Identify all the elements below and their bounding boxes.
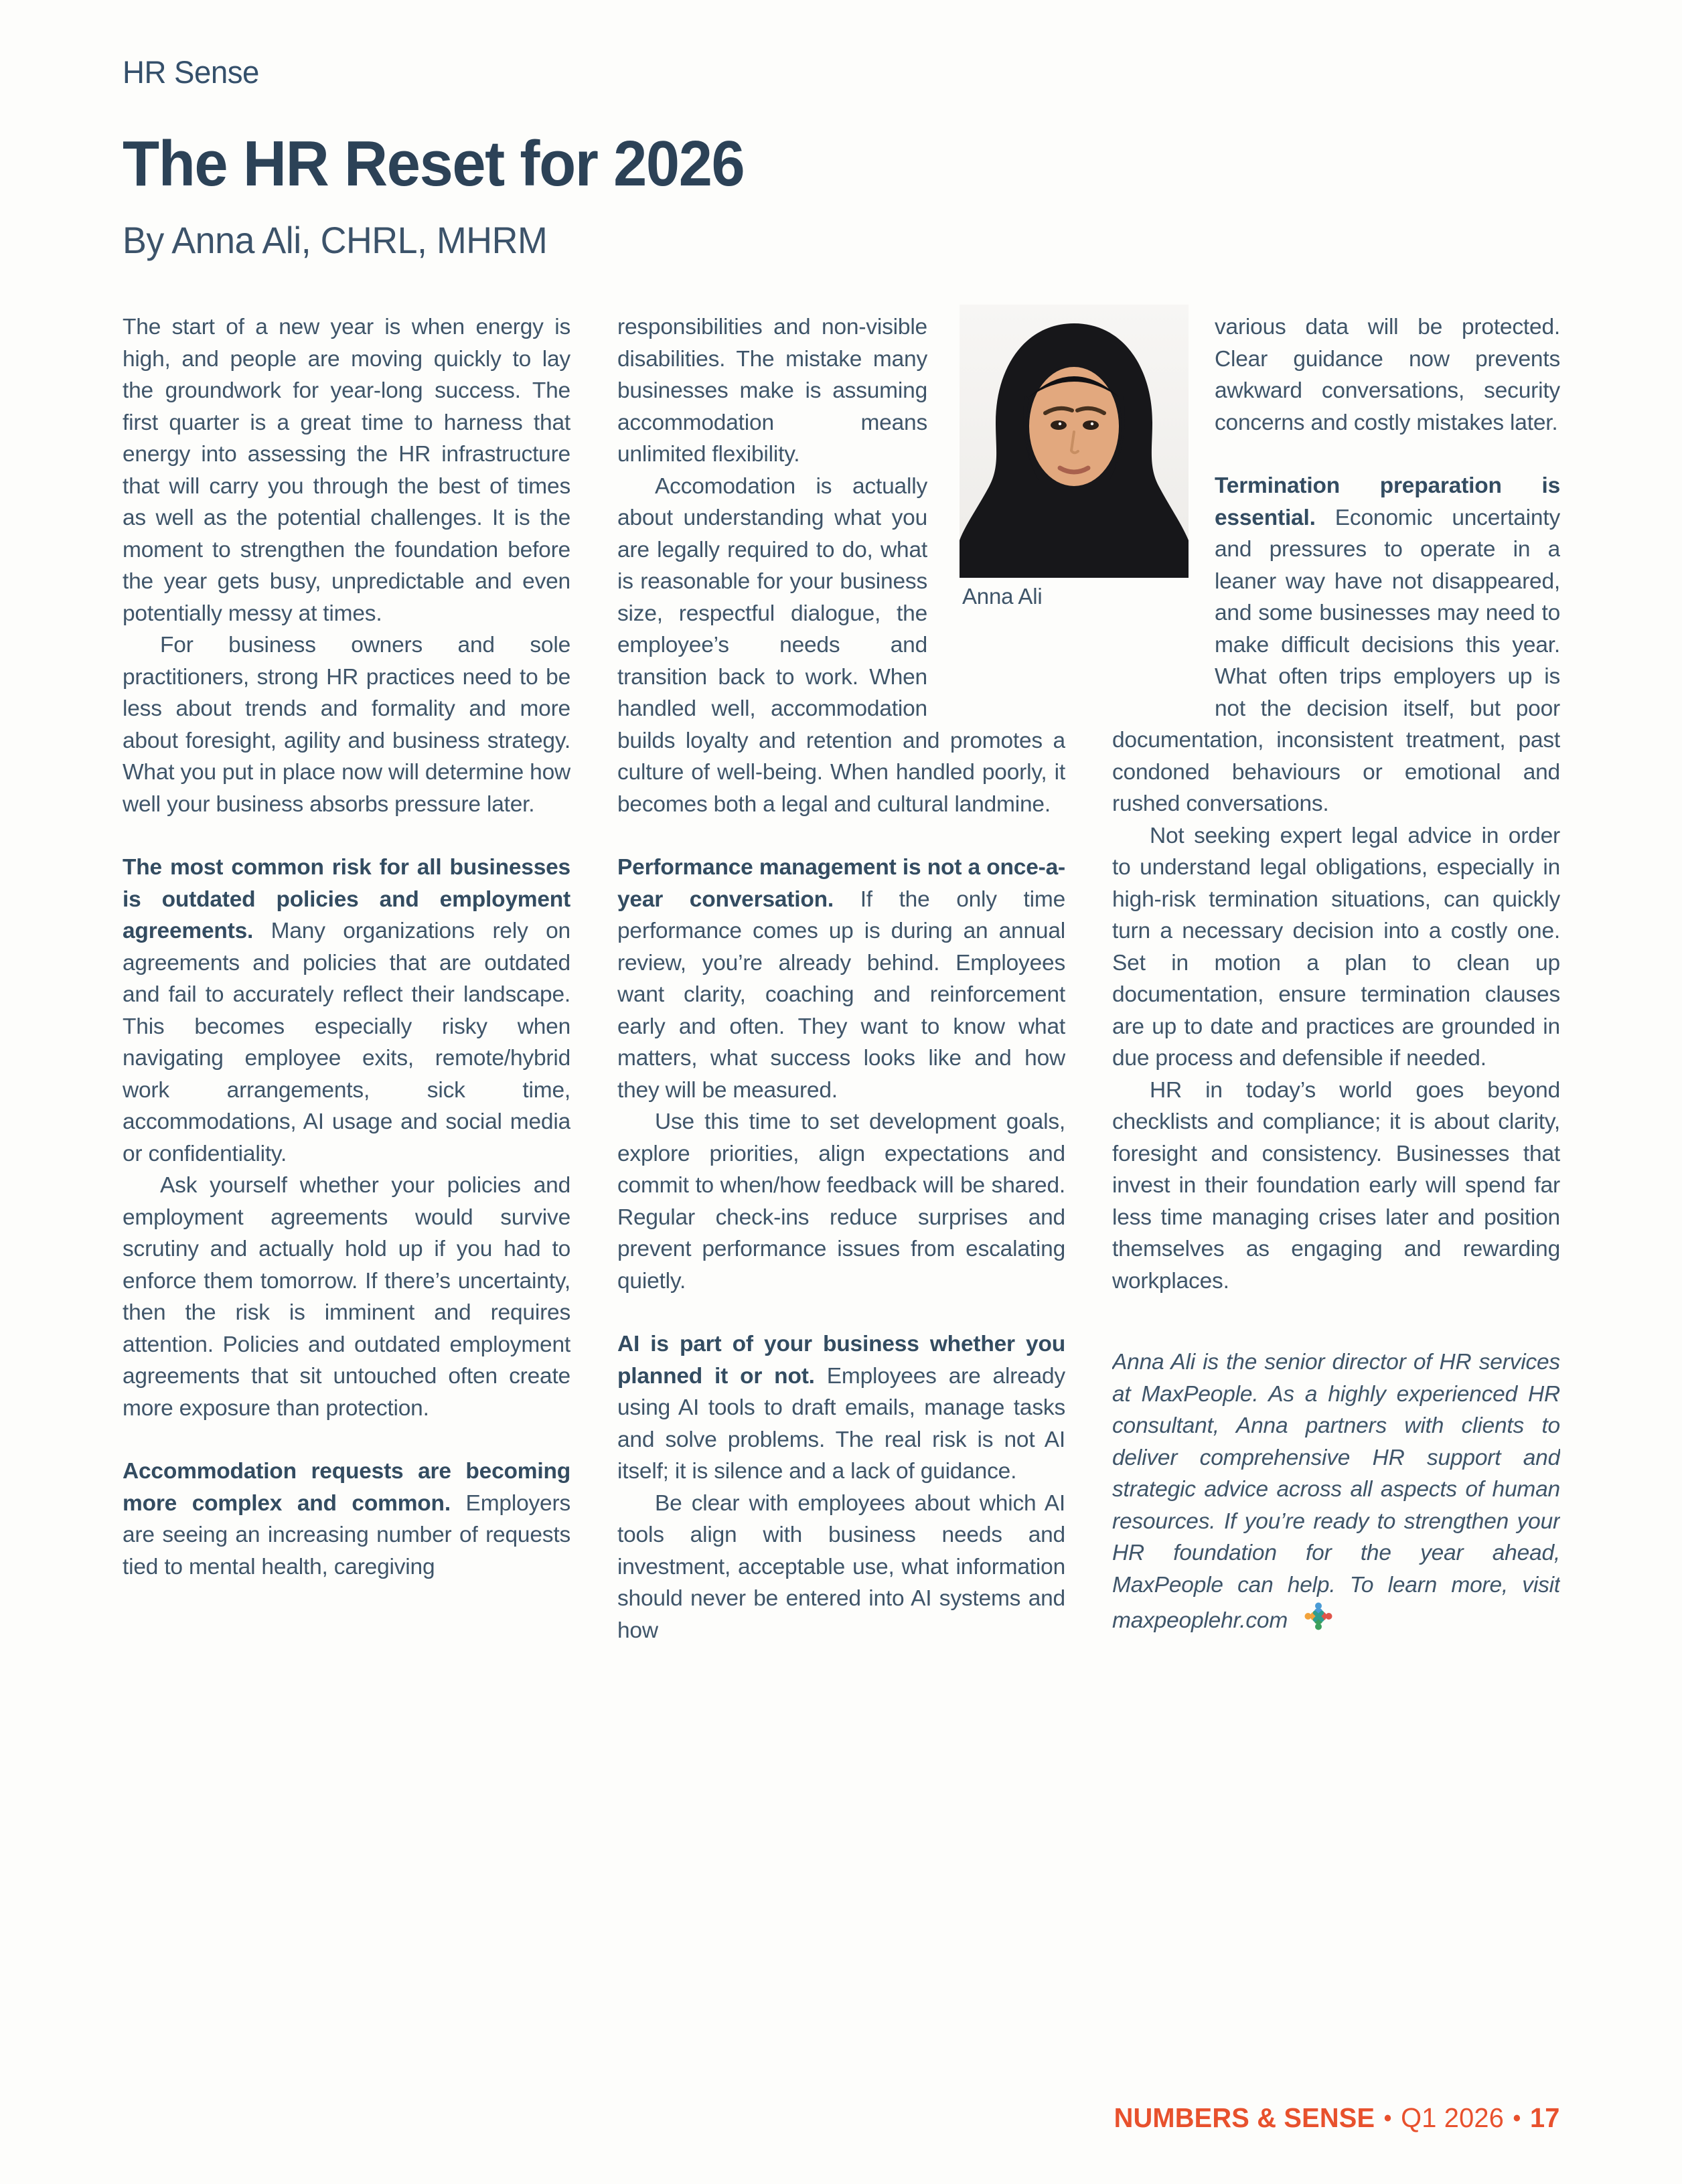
face [1029, 367, 1119, 486]
right-eye [1083, 420, 1099, 430]
body-paragraph: Performance management is not a once-a-year conversation. If the only time performance comes up is during an annual review, you’re already behind. Employees want clarity, coaching and reinforcement early and often. They want to know what matters, what success looks like and how they will be measured. [617, 855, 1065, 1103]
body-paragraph: Accomodation is actually about understanding what you are legally required to do, what is reasonable for your business size, respectful dialogue, the employee’s needs and transition back to work. When handled well, accommodation builds loyalty and retention and promotes a culture of well-being. When handled poorly, it becomes both a legal and cultural landmine. [617, 473, 1065, 817]
body-paragraph: AI is part of your business whether you planned it or not. Employees are already using AI tools to draft emails, manage tasks and solve problems. The real risk is not AI itself; it is silence and a lack of guidance. [617, 1332, 1065, 1484]
body-paragraph: Not seeking expert legal advice in order to understand legal obligations, especially in high-risk termination situations, can quickly turn a necessary decision into a costly one. Set in motion a plan to clean up documentation, ensure termination clauses are up to date and practices are grounded in due process and defensible if needed. [1112, 823, 1560, 1071]
article-byline: By Anna Ali, CHRL, MHRM [123, 219, 548, 261]
body-paragraph: The most common risk for all businesses is outdated policies and employment agreements. Many organizations rely on agreements and policies that are outdated and fail to accurately reflect their landscape. This becomes especially risky when navigating employee exits, remote/hybrid work arrangements, sick time, accommodations, AI usage and social media or confidentiality. [123, 855, 570, 1166]
paragraph-lead-bold: Termination preparation is essential. [1215, 473, 1560, 530]
maxpeople-website-link[interactable]: maxpeoplehr.com [1112, 1608, 1288, 1633]
article-column-3 [1112, 311, 1560, 2096]
page-footer [1114, 2102, 1560, 2134]
footer-page-number: 17 [1530, 2102, 1560, 2133]
footer-issue: Q1 2026 [1401, 2102, 1505, 2133]
paragraph-lead-bold: Accommodation requests are becoming more complex and common. [123, 1459, 570, 1516]
body-paragraph: Ask yourself whether your policies and employment agreements would survive scrutiny and actually hold up if you had to enforce them tomorrow. If there’s uncertainty, then the risk is imminent and requires attention. Policies and outdated employment agreements that sit untouched often create more exposure than protection. [123, 1173, 570, 1421]
left-eye [1051, 420, 1067, 430]
body-paragraph: The start of a new year is when energy is high, and people are moving quickly to lay the groundwork for year-long success. The first quarter is a great time to harness that energy into assessing the HR infrastructure that will carry you through the best of times as well as the potential challenges. It is the moment to strengthen the foundation before the year gets busy, unpredictable and even potentially messy at times. [123, 315, 570, 626]
body-paragraph: Use this time to set development goals, explore priorities, align expectations and commit to when/how feedback will be shared. Regular check-ins reduce surprises and prevent performance issues from escalating quietly. [617, 1109, 1065, 1294]
body-paragraph: Termination preparation is essential. Economic uncertainty and pressures to operate in a leaner way have not disappeared, and some businesses may need to make difficult decisions this year. What often trips employers up is not the decision itself, but poor documentation, inconsistent treatment, past condoned behaviours or emotional and rushed conversations. [1112, 473, 1560, 816]
body-paragraph: Be clear with employees about which AI tools align with business needs and investment, acceptable use, what information should never be entered into AI systems and how [617, 1490, 1065, 1643]
body-paragraph: responsibilities and non-visible disabilities. The mistake many businesses make is assuming accommodation means unlimited flexibility. [617, 315, 927, 467]
article-title: The HR Reset for 2026 [123, 128, 745, 200]
footer-separator: • [1513, 2106, 1521, 2131]
footer-separator: • [1384, 2106, 1392, 2131]
body-paragraph: For business owners and sole practitioners, strong HR practices need to be less about trends and formality and more about foresight, agility and business strategy. What you put in place now will determine how well your business absorbs pressure later. [123, 633, 570, 817]
body-paragraph: various data will be protected. Clear guidance now prevents awkward conversations, security concerns and costly mistakes later. [1215, 315, 1560, 435]
footer-magazine-name: NUMBERS & SENSE [1114, 2102, 1375, 2133]
paragraph-lead-bold: AI is part of your business whether you planned it or not. [617, 1332, 1065, 1389]
author-bio: Anna Ali is the senior director of HR services at MaxPeople. As a highly experienced HR consultant, Anna partners with clients to deliver comprehensive HR support and strategic advice across all aspects of human resources. If you’re ready to strengthen your HR foundation for the year ahead, MaxPeople can help. To learn more, visit maxpeoplehr.com [1112, 1350, 1560, 1633]
author-photo [960, 305, 1189, 578]
section-eyebrow: HR Sense [123, 54, 259, 90]
article-column-1 [123, 311, 570, 2096]
article-column-2 [617, 311, 1065, 2096]
photo-caption: Anna Ali [962, 584, 1043, 609]
body-paragraph: Accommodation requests are becoming more complex and common. Employers are seeing an increasing number of requests tied to mental health, caregiving [123, 1459, 570, 1579]
paragraph-lead-bold: Performance management is not a once-a-year conversation. [617, 855, 1065, 912]
maxpeople-logo-icon [1303, 1601, 1334, 1632]
paragraph-lead-bold: The most common risk for all businesses is outdated policies and employment agreements. [123, 855, 570, 943]
body-paragraph: HR in today’s world goes beyond checklists and compliance; it is about clarity, foresight and consistency. Businesses that invest in their foundation early will spend far less time managing crises later and position themselves as engaging and rewarding workplaces. [1112, 1077, 1560, 1294]
